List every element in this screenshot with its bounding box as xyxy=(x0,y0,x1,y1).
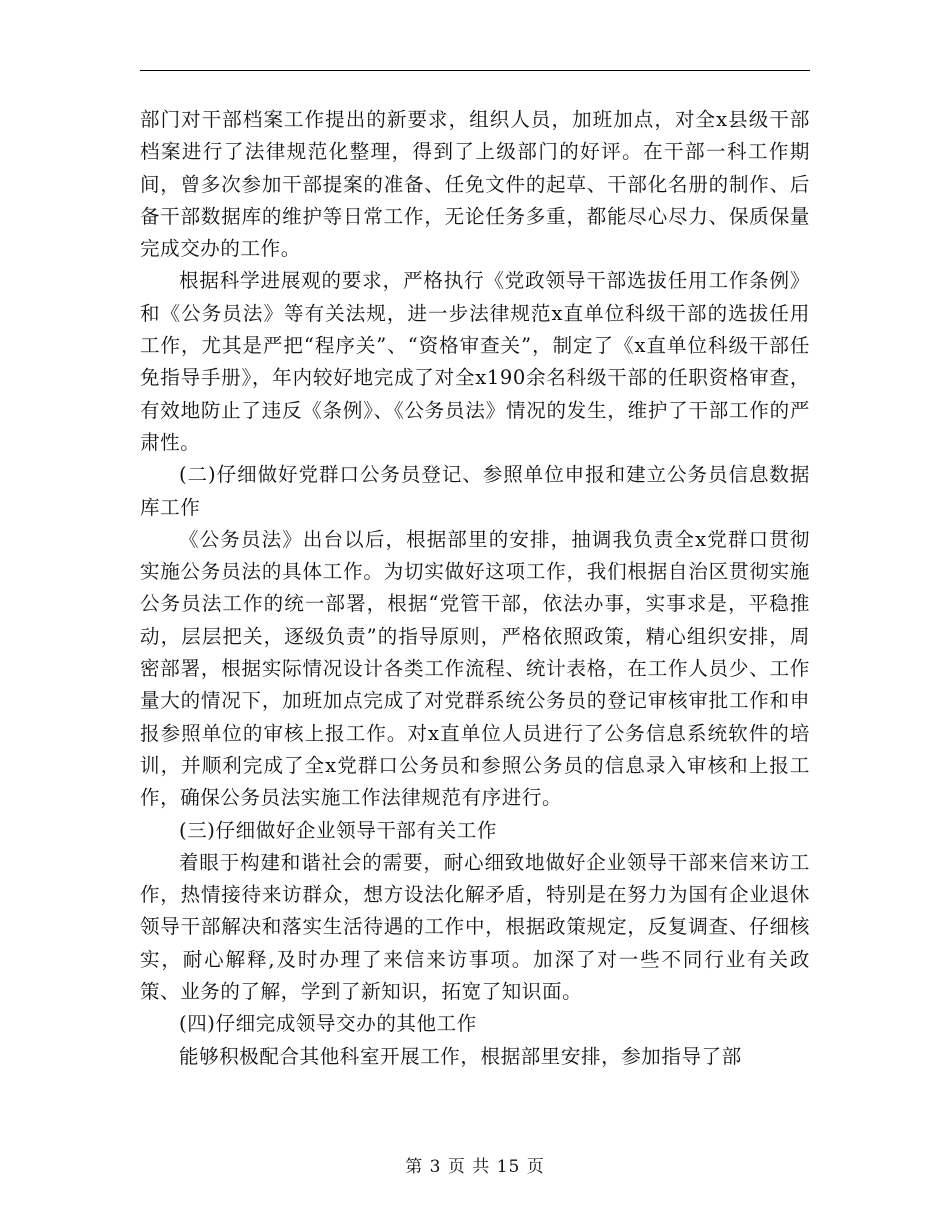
header-rule xyxy=(140,70,810,71)
section-heading-4: (四)仔细完成领导交办的其他工作 xyxy=(179,1012,477,1036)
document-body xyxy=(140,104,810,1073)
section-heading-3: (三)仔细做好企业领导干部有关工作 xyxy=(179,818,497,842)
paragraph-5: 能够积极配合其他科室开展工作，根据部里安排，参加指导了部 xyxy=(179,1044,742,1068)
paragraph-2: 根据科学进展观的要求，严格执行《党政领导干部选拔任用工作条例》和《公务员法》等有关法规，进一步法律规范x直单位科级干部的选拔任用工作，尤其是严把“程序关”、“资格审查关”，制定了《x直单位科级干部任免指导手册》，年内较好地完成了对全x190余名科级干部的任职资格审查，有效地防止了违反《条例》、《公务员法》情况的发生，维护了干部工作的严肃性。 xyxy=(140,269,810,454)
paragraph-1: 部门对干部档案工作提出的新要求，组织人员，加班加点，对全x县级干部档案进行了法律规范化整理，得到了上级部门的好评。在干部一科工作期间，曾多次参加干部提案的准备、任免文件的起草、干部化名册的制作、后备干部数据库的维护等日常工作，无论任务多重，都能尽心尽力、保质保量完成交办的工作。 xyxy=(140,108,810,261)
paragraph-3: 《公务员法》出台以后，根据部里的安排，抽调我负责全x党群口贯彻实施公务员法的具体工作。为切实做好这项工作，我们根据自治区贯彻实施公务员法工作的统一部署，根据“党管干部，依法办事，实事求是，平稳推动，层层把关，逐级负责”的指导原则，严格依照政策，精心组织安排，周密部署，根据实际情况设计各类工作流程、统计表格，在工作人员少、工作量大的情况下，加班加点完成了对党群系统公务员的登记审核审批工作和申报参照单位的审核上报工作。对x直单位人员进行了公务信息系统软件的培训，并顺利完成了全x党群口公务员和参照公务员的信息录入审核和上报工作，确保公务员法实施工作法律规范有序进行。 xyxy=(140,527,810,810)
page-number: 第 3 页 共 15 页 xyxy=(405,1157,545,1177)
paragraph-4: 着眼于构建和谐社会的需要，耐心细致地做好企业领导干部来信来访工作，热情接待来访群众，想方设法化解矛盾，特别是在努力为国有企业退休领导干部解决和落实生活待遇的工作中，根据政策规定，反复调查、仔细核实，耐心解释,及时办理了来信来访事项。加深了对一些不同行业有关政策、业务的了解，学到了新知识，拓宽了知识面。 xyxy=(140,850,810,1004)
section-heading-2: (二)仔细做好党群口公务员登记、参照单位申报和建立公务员信息数据库工作 xyxy=(140,463,810,519)
